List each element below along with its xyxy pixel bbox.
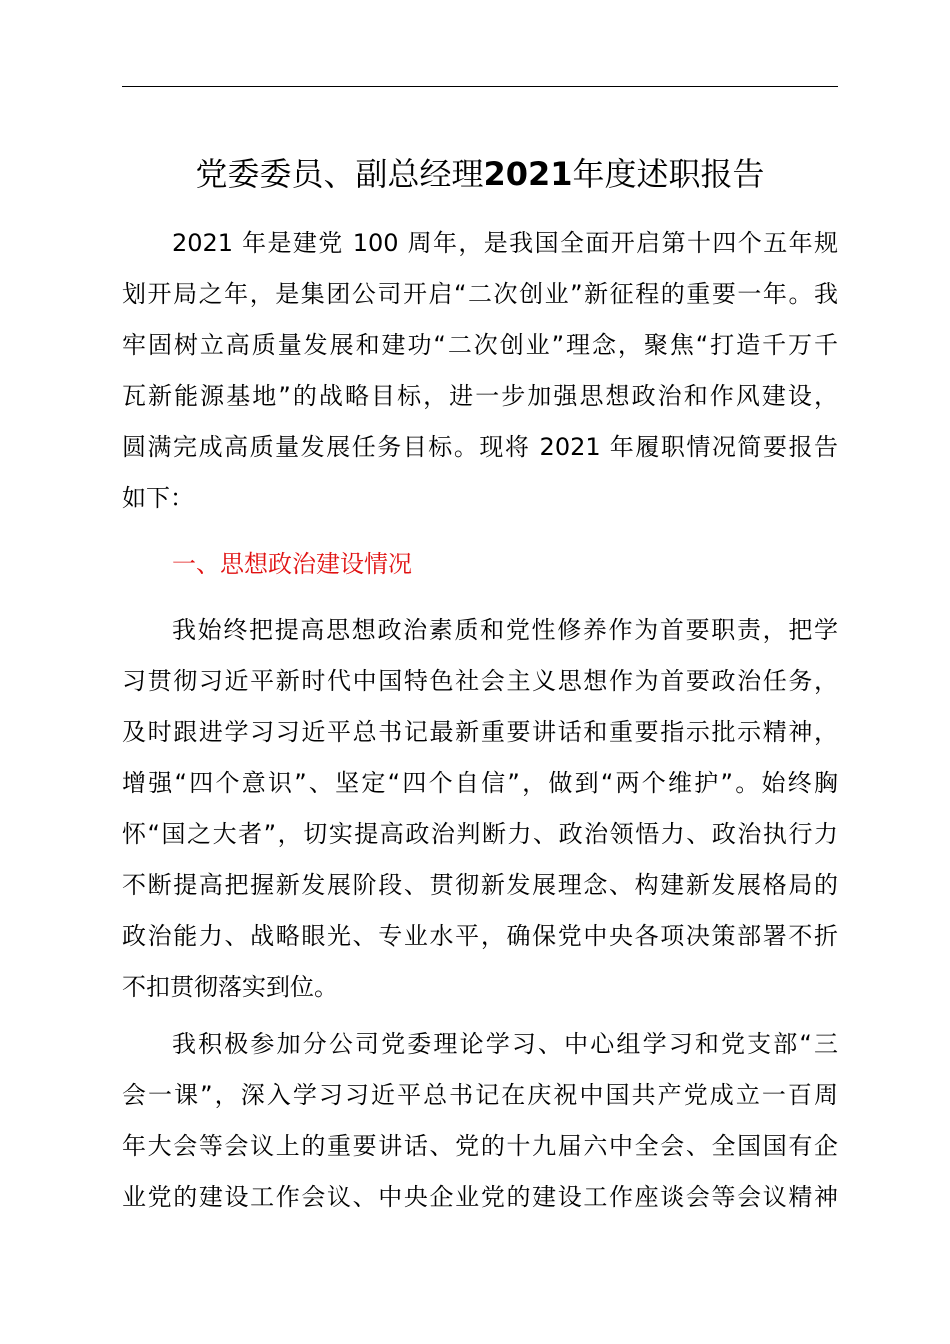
intro-line: 2021 年是建党 100 周年，是我国全面开启第十四个五年规: [172, 229, 838, 257]
paragraph-line: 年大会等会议上的重要讲话、党的十九届六中全会、全国国有企: [122, 1132, 838, 1160]
paragraph-line: 及时跟进学习习近平总书记最新重要讲话和重要指示批示精神，: [122, 718, 838, 746]
paragraph-line: 怀“国之大者”，切实提高政治判断力、政治领悟力、政治执行力: [122, 820, 838, 848]
title-year: 2021: [483, 155, 573, 193]
body-paragraph-2: [122, 1019, 838, 1223]
section-heading: 一、思想政治建设情况: [172, 550, 412, 578]
paragraph-line: 增强“四个意识”、坚定“四个自信”，做到“两个维护”。始终胸: [122, 769, 838, 797]
intro-line: 牢固树立高质量发展和建功“二次创业”理念，聚焦“打造千万千: [122, 331, 838, 359]
paragraph-line: 会一课”，深入学习习近平总书记在庆祝中国共产党成立一百周: [122, 1081, 838, 1109]
title-prefix: 党委委员、副总经理: [195, 155, 484, 193]
paragraph-line: 我始终把提高思想政治素质和党性修养作为首要职责，把学: [172, 616, 838, 644]
paragraph-line: 不扣贯彻落实到位。: [122, 973, 338, 1001]
intro-line: 瓦新能源基地”的战略目标，进一步加强思想政治和作风建设，: [122, 382, 838, 410]
body-paragraph-1: [122, 605, 838, 1013]
paragraph-line: 习贯彻习近平新时代中国特色社会主义思想作为首要政治任务，: [122, 667, 838, 695]
paragraph-line: 政治能力、战略眼光、专业水平，确保党中央各项决策部署不折: [122, 922, 838, 950]
intro-line: 圆满完成高质量发展任务目标。现将 2021 年履职情况简要报告: [122, 433, 838, 461]
paragraph-line: 业党的建设工作会议、中央企业党的建设工作座谈会等会议精神: [122, 1183, 838, 1211]
paragraph-line: 我积极参加分公司党委理论学习、中心组学习和党支部“三: [172, 1030, 838, 1058]
paragraph-line: 不断提高把握新发展阶段、贯彻新发展理念、构建新发展格局的: [122, 871, 838, 899]
header-rule: [122, 86, 838, 87]
intro-line: 如下：: [122, 484, 194, 512]
document-title: [122, 148, 838, 200]
intro-line: 划开局之年，是集团公司开启“二次创业”新征程的重要一年。我: [122, 280, 838, 308]
title-suffix: 年度述职报告: [572, 155, 765, 193]
intro-paragraph: [122, 218, 838, 524]
